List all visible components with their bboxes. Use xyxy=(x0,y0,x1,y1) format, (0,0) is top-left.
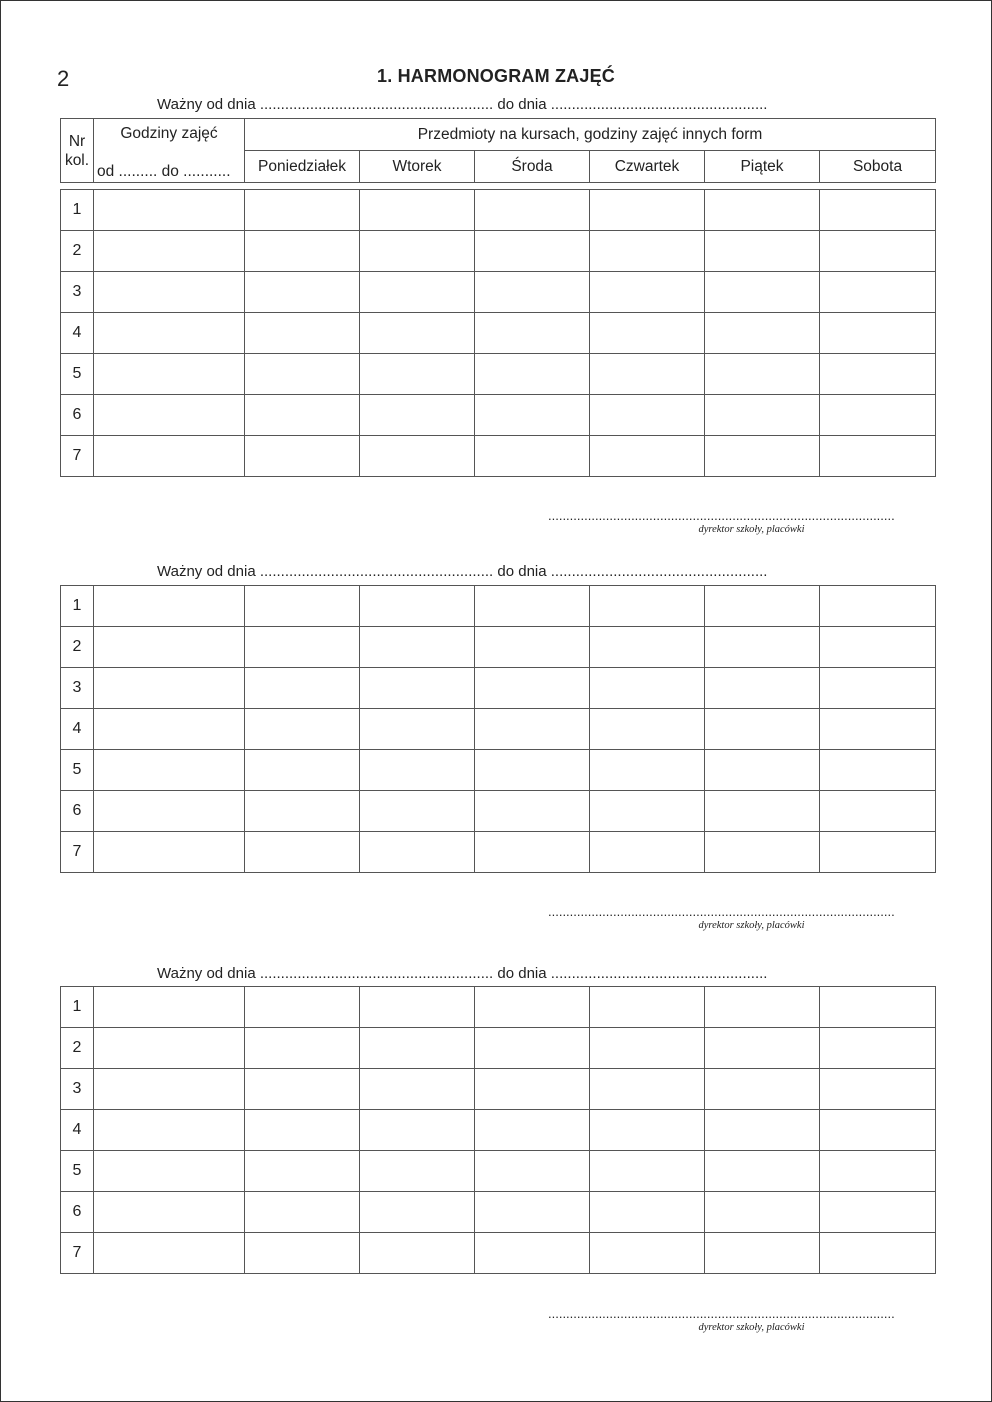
monday-cell[interactable] xyxy=(245,1069,360,1110)
hours-cell[interactable] xyxy=(94,1233,245,1274)
friday-cell[interactable] xyxy=(705,272,820,313)
thursday-cell[interactable] xyxy=(590,272,705,313)
hours-cell[interactable] xyxy=(94,1110,245,1151)
schedule-table-1 xyxy=(60,189,936,477)
saturday-cell[interactable] xyxy=(820,987,936,1028)
table-row xyxy=(61,1069,936,1110)
monday-cell[interactable] xyxy=(245,668,360,709)
table-row xyxy=(61,586,936,627)
saturday-cell[interactable] xyxy=(820,668,936,709)
hours-cell[interactable] xyxy=(94,272,245,313)
friday-cell[interactable] xyxy=(705,668,820,709)
header-day-monday: Poniedziałek xyxy=(245,151,360,183)
header-day-friday: Piątek xyxy=(705,151,820,183)
row-number: 5 xyxy=(61,750,94,791)
thursday-cell[interactable] xyxy=(590,832,705,873)
saturday-cell[interactable] xyxy=(820,272,936,313)
wednesday-cell[interactable] xyxy=(475,313,590,354)
valid-dates-line-1[interactable]: Ważny od dnia ........................................................ do dnia .................................................... xyxy=(157,96,768,113)
hours-cell[interactable] xyxy=(94,354,245,395)
monday-cell[interactable] xyxy=(245,709,360,750)
monday-cell[interactable] xyxy=(245,1028,360,1069)
table-row xyxy=(61,1233,936,1274)
tuesday-cell[interactable] xyxy=(360,272,475,313)
hours-cell[interactable] xyxy=(94,627,245,668)
friday-cell[interactable] xyxy=(705,1110,820,1151)
hours-cell[interactable] xyxy=(94,1069,245,1110)
wednesday-cell[interactable] xyxy=(475,1110,590,1151)
thursday-cell[interactable] xyxy=(590,668,705,709)
signature-1 xyxy=(548,510,935,535)
hours-cell[interactable] xyxy=(94,832,245,873)
tuesday-cell[interactable] xyxy=(360,1192,475,1233)
page-title: 1. HARMONOGRAM ZAJĘĆ xyxy=(376,66,615,86)
table-row xyxy=(61,832,936,873)
saturday-cell[interactable] xyxy=(820,1151,936,1192)
monday-cell[interactable] xyxy=(245,750,360,791)
thursday-cell[interactable] xyxy=(590,313,705,354)
thursday-cell[interactable] xyxy=(590,1028,705,1069)
table-row xyxy=(61,1151,936,1192)
wednesday-cell[interactable] xyxy=(475,190,590,231)
saturday-cell[interactable] xyxy=(820,231,936,272)
monday-cell[interactable] xyxy=(245,231,360,272)
saturday-cell[interactable] xyxy=(820,750,936,791)
tuesday-cell[interactable] xyxy=(360,395,475,436)
header-godziny xyxy=(94,119,245,183)
signature-line[interactable]: ................................................................................................ xyxy=(548,1308,895,1320)
valid-dates-line-3[interactable]: Ważny od dnia ........................................................ do dnia .................................................... xyxy=(157,965,768,982)
monday-cell[interactable] xyxy=(245,272,360,313)
monday-cell[interactable] xyxy=(245,1233,360,1274)
monday-cell[interactable] xyxy=(245,586,360,627)
hours-cell[interactable] xyxy=(94,1192,245,1233)
tuesday-cell[interactable] xyxy=(360,586,475,627)
saturday-cell[interactable] xyxy=(820,1069,936,1110)
row-number: 6 xyxy=(61,791,94,832)
friday-cell[interactable] xyxy=(705,627,820,668)
monday-cell[interactable] xyxy=(245,313,360,354)
saturday-cell[interactable] xyxy=(820,832,936,873)
saturday-cell[interactable] xyxy=(820,627,936,668)
saturday-cell[interactable] xyxy=(820,586,936,627)
monday-cell[interactable] xyxy=(245,1151,360,1192)
signature-line[interactable]: ................................................................................................ xyxy=(548,510,895,522)
signature-3 xyxy=(548,1308,935,1333)
row-number: 3 xyxy=(61,1069,94,1110)
wednesday-cell[interactable] xyxy=(475,231,590,272)
thursday-cell[interactable] xyxy=(590,1069,705,1110)
wednesday-cell[interactable] xyxy=(475,436,590,477)
friday-cell[interactable] xyxy=(705,586,820,627)
thursday-cell[interactable] xyxy=(590,231,705,272)
wednesday-cell[interactable] xyxy=(475,395,590,436)
header-godziny-label: Godziny zajęć xyxy=(120,125,218,142)
tuesday-cell[interactable] xyxy=(360,668,475,709)
saturday-cell[interactable] xyxy=(820,395,936,436)
monday-cell[interactable] xyxy=(245,436,360,477)
wednesday-cell[interactable] xyxy=(475,1028,590,1069)
thursday-cell[interactable] xyxy=(590,1151,705,1192)
row-number: 3 xyxy=(61,668,94,709)
monday-cell[interactable] xyxy=(245,832,360,873)
thursday-cell[interactable] xyxy=(590,436,705,477)
header-od-do[interactable]: od ......... do ........... xyxy=(97,163,231,180)
thursday-cell[interactable] xyxy=(590,395,705,436)
row-number: 5 xyxy=(61,354,94,395)
tuesday-cell[interactable] xyxy=(360,750,475,791)
tuesday-cell[interactable] xyxy=(360,1028,475,1069)
tuesday-cell[interactable] xyxy=(360,832,475,873)
friday-cell[interactable] xyxy=(705,1151,820,1192)
monday-cell[interactable] xyxy=(245,190,360,231)
table-row xyxy=(61,1028,936,1069)
table-row xyxy=(61,1192,936,1233)
table-row xyxy=(61,190,936,231)
tuesday-cell[interactable] xyxy=(360,1110,475,1151)
wednesday-cell[interactable] xyxy=(475,668,590,709)
thursday-cell[interactable] xyxy=(590,1192,705,1233)
wednesday-cell[interactable] xyxy=(475,627,590,668)
row-number: 2 xyxy=(61,231,94,272)
table-row xyxy=(61,709,936,750)
hours-cell[interactable] xyxy=(94,1151,245,1192)
tuesday-cell[interactable] xyxy=(360,1151,475,1192)
friday-cell[interactable] xyxy=(705,231,820,272)
friday-cell[interactable] xyxy=(705,832,820,873)
wednesday-cell[interactable] xyxy=(475,832,590,873)
row-number: 3 xyxy=(61,272,94,313)
friday-cell[interactable] xyxy=(705,1069,820,1110)
friday-cell[interactable] xyxy=(705,709,820,750)
wednesday-cell[interactable] xyxy=(475,791,590,832)
saturday-cell[interactable] xyxy=(820,1233,936,1274)
hours-cell[interactable] xyxy=(94,750,245,791)
table-row xyxy=(61,436,936,477)
thursday-cell[interactable] xyxy=(590,354,705,395)
row-number: 7 xyxy=(61,1233,94,1274)
header-nr: Nr xyxy=(68,132,86,150)
table-row xyxy=(61,231,936,272)
header-przedmioty: Przedmioty na kursach, godziny zajęć innych form xyxy=(245,119,936,151)
wednesday-cell[interactable] xyxy=(475,1233,590,1274)
thursday-cell[interactable] xyxy=(590,586,705,627)
saturday-cell[interactable] xyxy=(820,354,936,395)
row-number: 1 xyxy=(61,586,94,627)
row-number: 7 xyxy=(61,436,94,477)
friday-cell[interactable] xyxy=(705,1192,820,1233)
signature-label: dyrektor szkoły, placówki xyxy=(698,1322,805,1333)
schedule-table-3 xyxy=(60,986,936,1274)
header-day-wednesday: Środa xyxy=(475,151,590,183)
schedule-header xyxy=(60,118,936,183)
thursday-cell[interactable] xyxy=(590,791,705,832)
hours-cell[interactable] xyxy=(94,586,245,627)
thursday-cell[interactable] xyxy=(590,627,705,668)
wednesday-cell[interactable] xyxy=(475,272,590,313)
valid-dates-line-2[interactable]: Ważny od dnia ........................................................ do dnia .................................................... xyxy=(157,563,768,580)
tuesday-cell[interactable] xyxy=(360,627,475,668)
wednesday-cell[interactable] xyxy=(475,750,590,791)
wednesday-cell[interactable] xyxy=(475,987,590,1028)
tuesday-cell[interactable] xyxy=(360,231,475,272)
friday-cell[interactable] xyxy=(705,313,820,354)
table-row xyxy=(61,987,936,1028)
row-number: 5 xyxy=(61,1151,94,1192)
saturday-cell[interactable] xyxy=(820,1110,936,1151)
saturday-cell[interactable] xyxy=(820,709,936,750)
row-number: 4 xyxy=(61,313,94,354)
tuesday-cell[interactable] xyxy=(360,1069,475,1110)
hours-cell[interactable] xyxy=(94,668,245,709)
thursday-cell[interactable] xyxy=(590,1110,705,1151)
monday-cell[interactable] xyxy=(245,791,360,832)
signature-label: dyrektor szkoły, placówki xyxy=(698,524,805,535)
wednesday-cell[interactable] xyxy=(475,709,590,750)
monday-cell[interactable] xyxy=(245,354,360,395)
saturday-cell[interactable] xyxy=(820,436,936,477)
friday-cell[interactable] xyxy=(705,987,820,1028)
hours-cell[interactable] xyxy=(94,313,245,354)
wednesday-cell[interactable] xyxy=(475,1151,590,1192)
monday-cell[interactable] xyxy=(245,1192,360,1233)
header-day-saturday: Sobota xyxy=(820,151,936,183)
row-number: 2 xyxy=(61,627,94,668)
row-number: 2 xyxy=(61,1028,94,1069)
signature-2 xyxy=(548,906,935,931)
wednesday-cell[interactable] xyxy=(475,1069,590,1110)
header-kol: kol. xyxy=(64,151,90,169)
tuesday-cell[interactable] xyxy=(360,354,475,395)
saturday-cell[interactable] xyxy=(820,190,936,231)
table-row xyxy=(61,354,936,395)
row-number: 4 xyxy=(61,1110,94,1151)
monday-cell[interactable] xyxy=(245,987,360,1028)
tuesday-cell[interactable] xyxy=(360,791,475,832)
friday-cell[interactable] xyxy=(705,436,820,477)
table-row xyxy=(61,313,936,354)
wednesday-cell[interactable] xyxy=(475,354,590,395)
friday-cell[interactable] xyxy=(705,1028,820,1069)
friday-cell[interactable] xyxy=(705,791,820,832)
table-row xyxy=(61,1110,936,1151)
thursday-cell[interactable] xyxy=(590,987,705,1028)
saturday-cell[interactable] xyxy=(820,313,936,354)
table-row xyxy=(61,791,936,832)
table-row xyxy=(61,272,936,313)
wednesday-cell[interactable] xyxy=(475,1192,590,1233)
row-number: 6 xyxy=(61,395,94,436)
header-day-tuesday: Wtorek xyxy=(360,151,475,183)
hours-cell[interactable] xyxy=(94,791,245,832)
hours-cell[interactable] xyxy=(94,395,245,436)
hours-cell[interactable] xyxy=(94,190,245,231)
saturday-cell[interactable] xyxy=(820,1192,936,1233)
saturday-cell[interactable] xyxy=(820,1028,936,1069)
hours-cell[interactable] xyxy=(94,231,245,272)
table-row xyxy=(61,395,936,436)
friday-cell[interactable] xyxy=(705,750,820,791)
signature-label: dyrektor szkoły, placówki xyxy=(698,920,805,931)
friday-cell[interactable] xyxy=(705,190,820,231)
friday-cell[interactable] xyxy=(705,354,820,395)
tuesday-cell[interactable] xyxy=(360,987,475,1028)
tuesday-cell[interactable] xyxy=(360,436,475,477)
monday-cell[interactable] xyxy=(245,395,360,436)
thursday-cell[interactable] xyxy=(590,190,705,231)
monday-cell[interactable] xyxy=(245,1110,360,1151)
tuesday-cell[interactable] xyxy=(360,313,475,354)
thursday-cell[interactable] xyxy=(590,750,705,791)
header-day-thursday: Czwartek xyxy=(590,151,705,183)
row-number: 1 xyxy=(61,190,94,231)
hours-cell[interactable] xyxy=(94,1028,245,1069)
header-nr-kol xyxy=(61,119,94,183)
row-number: 6 xyxy=(61,1192,94,1233)
page-number: 2 xyxy=(57,66,70,91)
table-row xyxy=(61,627,936,668)
tuesday-cell[interactable] xyxy=(360,1233,475,1274)
thursday-cell[interactable] xyxy=(590,709,705,750)
hours-cell[interactable] xyxy=(94,436,245,477)
table-row xyxy=(61,668,936,709)
hours-cell[interactable] xyxy=(94,987,245,1028)
hours-cell[interactable] xyxy=(94,709,245,750)
table-row xyxy=(61,750,936,791)
row-number: 7 xyxy=(61,832,94,873)
schedule-table-2 xyxy=(60,585,936,873)
friday-cell[interactable] xyxy=(705,1233,820,1274)
tuesday-cell[interactable] xyxy=(360,709,475,750)
wednesday-cell[interactable] xyxy=(475,586,590,627)
monday-cell[interactable] xyxy=(245,627,360,668)
tuesday-cell[interactable] xyxy=(360,190,475,231)
signature-line[interactable]: ................................................................................................ xyxy=(548,906,895,918)
row-number: 4 xyxy=(61,709,94,750)
friday-cell[interactable] xyxy=(705,395,820,436)
row-number: 1 xyxy=(61,987,94,1028)
thursday-cell[interactable] xyxy=(590,1233,705,1274)
saturday-cell[interactable] xyxy=(820,791,936,832)
